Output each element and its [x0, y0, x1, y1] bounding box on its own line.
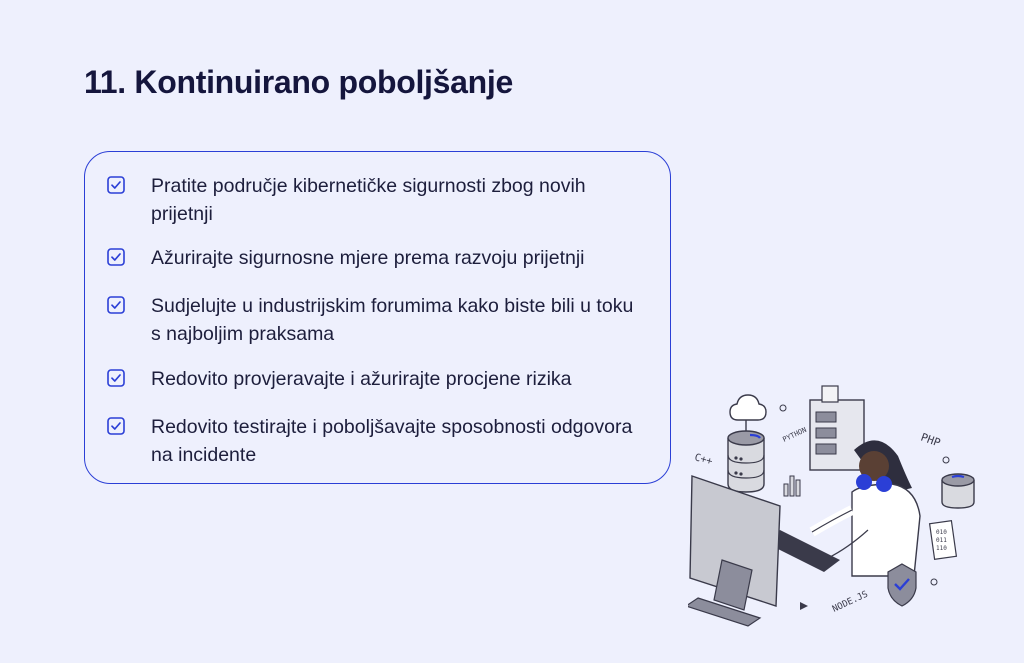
svg-text:110: 110	[936, 545, 947, 552]
checkbox-checked-icon	[107, 296, 125, 314]
list-item	[107, 172, 647, 228]
svg-text:011: 011	[936, 537, 947, 544]
checklist-card	[84, 151, 671, 484]
nodejs-label: NODE.JS	[831, 589, 870, 615]
python-label: PYTHON	[781, 425, 808, 444]
list-item-text: Redovito provjeravajte i ažurirajte procjene rizika	[151, 368, 572, 390]
binary-code-icon	[930, 521, 957, 560]
php-label: PHP	[918, 430, 943, 450]
cloud-icon	[730, 395, 766, 432]
play-icon	[800, 602, 808, 610]
checkbox-checked-icon	[107, 369, 125, 387]
list-item-text: Pratite područje kibernetičke sigurnosti zbog novih prijetnji	[151, 175, 586, 225]
checkbox-checked-icon	[107, 417, 125, 435]
monitor-icon	[688, 476, 780, 626]
database-icon	[942, 474, 974, 508]
list-item-text: Sudjelujte u industrijskim forumima kako biste bili u toku s najboljim praksama	[151, 295, 634, 345]
shield-check-icon	[888, 564, 916, 606]
decor-dot	[931, 579, 937, 585]
list-item	[107, 365, 647, 393]
list-item	[107, 244, 647, 272]
server-icon	[810, 386, 864, 470]
checkbox-checked-icon	[107, 248, 125, 266]
list-item-text: Redovito testirajte i poboljšavajte sposobnosti odgovora na incidente	[151, 416, 633, 466]
cpp-label: C++	[693, 452, 714, 468]
database-icon	[728, 431, 764, 492]
bar-chart-icon	[784, 476, 800, 496]
list-item-text: Ažurirajte sigurnosne mjere prema razvoju prijetnji	[151, 247, 585, 269]
developer-illustration	[688, 380, 988, 630]
decor-dot	[780, 405, 786, 411]
list-item	[107, 413, 647, 469]
list-item	[107, 292, 647, 348]
decor-dot	[943, 457, 949, 463]
svg-text:010: 010	[936, 529, 947, 536]
page-title: 11. Kontinuirano poboljšanje	[84, 64, 513, 100]
checkbox-checked-icon	[107, 176, 125, 194]
